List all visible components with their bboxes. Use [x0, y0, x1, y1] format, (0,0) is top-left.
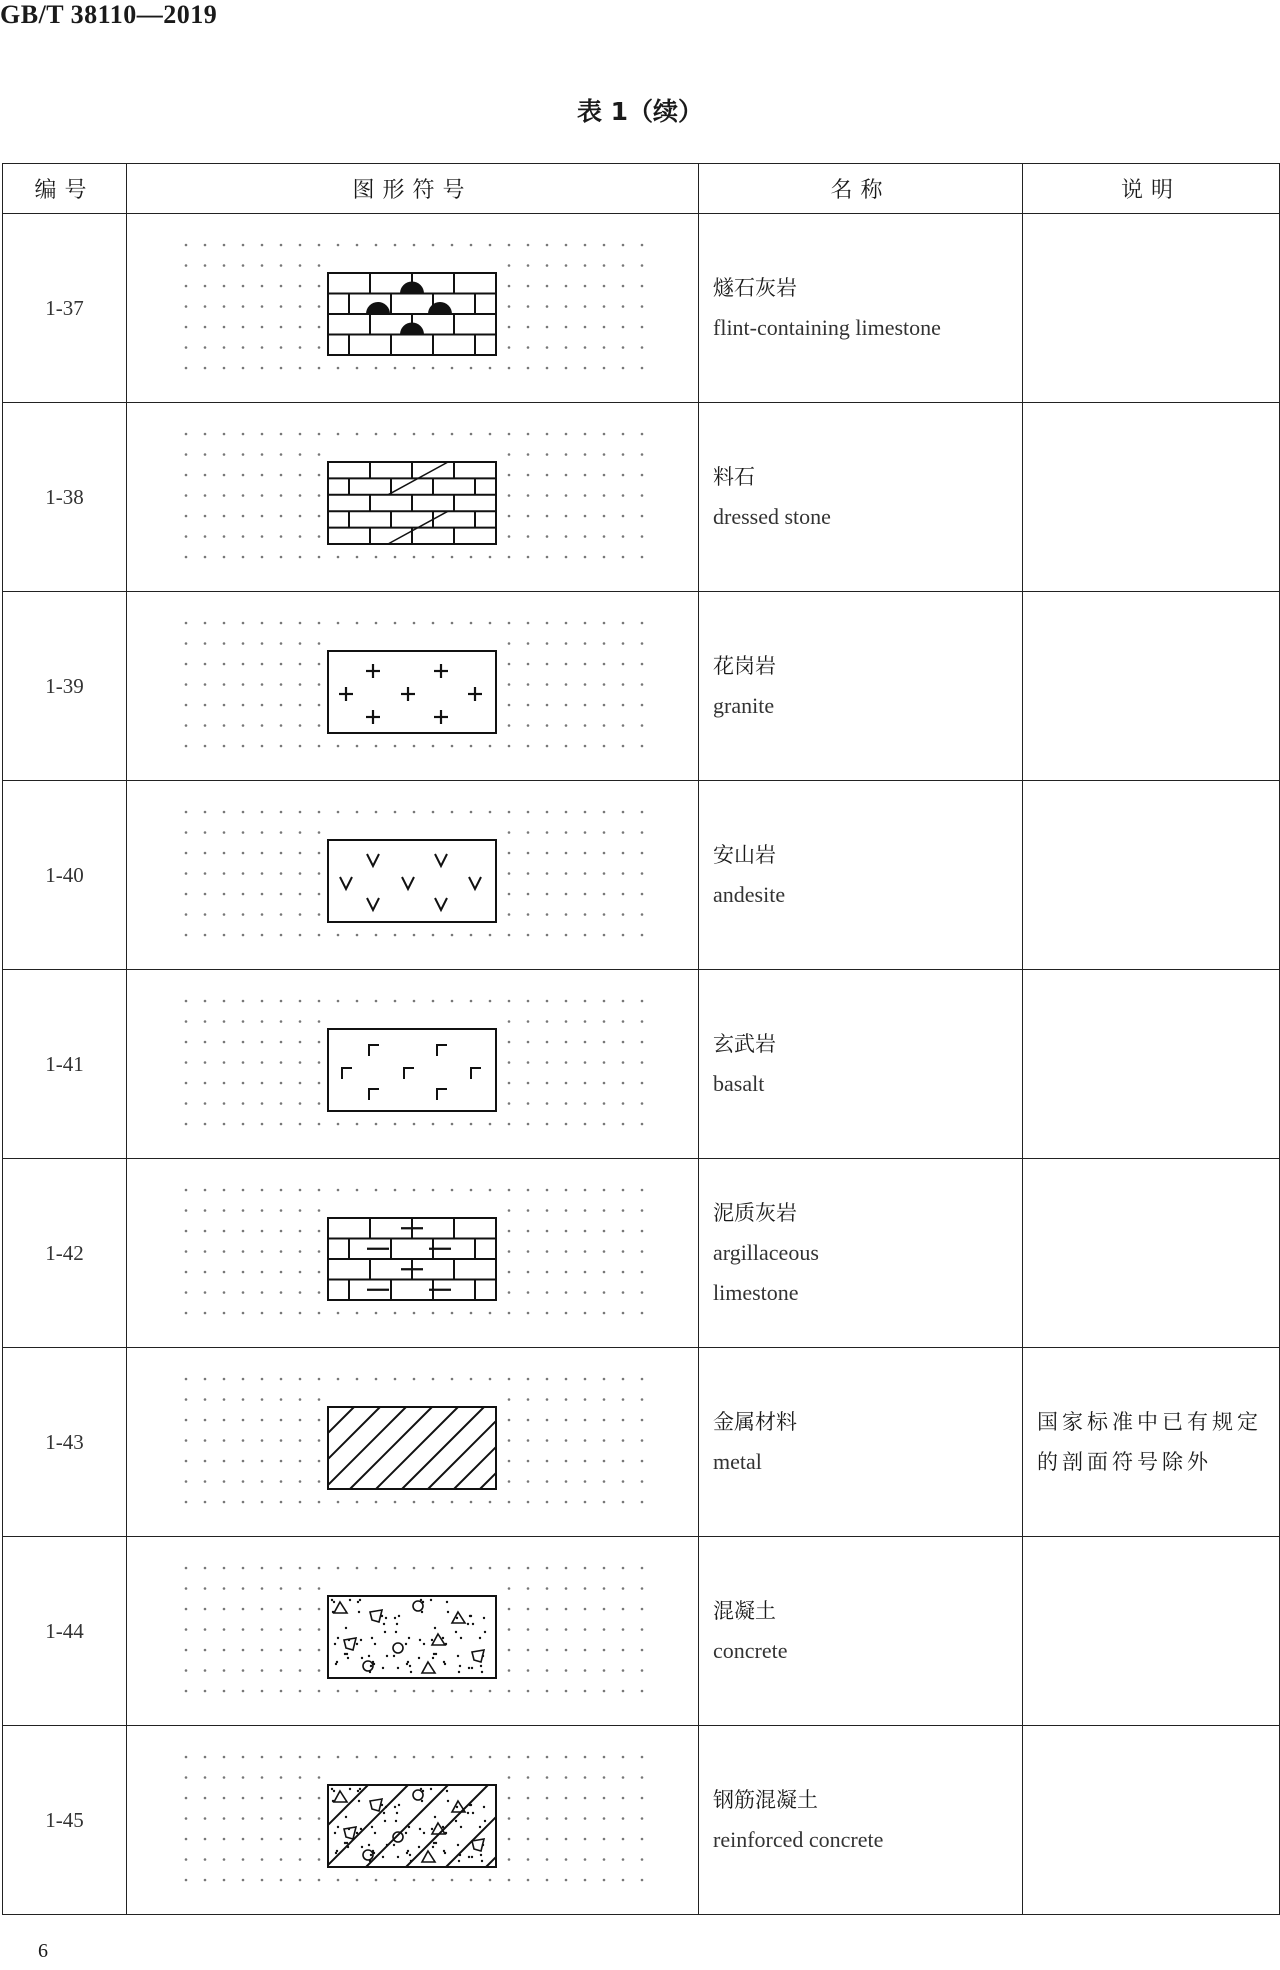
name-en: dressed stone: [713, 504, 831, 529]
name-en: argillaceous: [713, 1240, 819, 1265]
row-name: [699, 592, 1023, 781]
name-en: concrete: [713, 1638, 788, 1663]
row-note: 国家标准中已有规定的剖面符号除外: [1023, 1348, 1280, 1537]
name-en: granite: [713, 693, 775, 718]
dressed-stone-pattern: [178, 422, 648, 572]
granite-pattern: [178, 611, 648, 761]
column-header-name: 名称: [699, 164, 1023, 214]
row-symbol-cell: [127, 592, 699, 781]
table-row: [3, 214, 1280, 403]
name-en: reinforced concrete: [713, 1827, 884, 1852]
column-header-code: 编号: [3, 164, 127, 214]
name-zh: 泥质灰岩: [713, 1201, 797, 1225]
name-zh: 花岗岩: [713, 654, 776, 678]
page-number: 6: [38, 1940, 48, 1962]
table-row: [3, 592, 1280, 781]
argillaceous-limestone-pattern: [178, 1178, 648, 1328]
table-row: [3, 1348, 1280, 1537]
row-symbol-cell: [127, 1726, 699, 1915]
row-symbol-cell: [127, 403, 699, 592]
column-header-symbol: 图形符号: [127, 164, 699, 214]
name-en: metal: [713, 1449, 762, 1474]
table-row: [3, 1726, 1280, 1915]
row-note: [1023, 214, 1280, 403]
basalt-pattern: [178, 989, 648, 1139]
row-note: [1023, 781, 1280, 970]
row-code: 1-41: [3, 970, 127, 1159]
row-code: 1-44: [3, 1537, 127, 1726]
row-symbol-cell: [127, 1537, 699, 1726]
name-zh: 料石: [713, 465, 755, 489]
row-code: 1-40: [3, 781, 127, 970]
row-name: [699, 214, 1023, 403]
column-header-note: 说明: [1023, 164, 1280, 214]
row-name: [699, 403, 1023, 592]
row-code: 1-39: [3, 592, 127, 781]
name-zh: 燧石灰岩: [713, 276, 797, 300]
name-zh: 钢筋混凝土: [713, 1788, 818, 1812]
symbol-frame: [328, 651, 496, 733]
row-note: [1023, 1159, 1280, 1348]
flint-limestone-pattern: [178, 233, 648, 383]
table-row: [3, 1159, 1280, 1348]
row-name: [699, 1348, 1023, 1537]
row-name: [699, 1537, 1023, 1726]
table-row: [3, 403, 1280, 592]
row-code: 1-43: [3, 1348, 127, 1537]
name-zh: 安山岩: [713, 843, 776, 867]
symbol-frame: [328, 1785, 496, 1867]
standard-number: GB/T 38110—2019: [0, 0, 218, 29]
row-symbol-cell: [127, 1159, 699, 1348]
name-zh: 混凝土: [713, 1599, 776, 1623]
row-name: [699, 781, 1023, 970]
row-note: [1023, 1537, 1280, 1726]
row-note: [1023, 592, 1280, 781]
name-en: flint-containing limestone: [713, 315, 941, 340]
row-code: 1-42: [3, 1159, 127, 1348]
row-symbol-cell: [127, 214, 699, 403]
row-name: [699, 1159, 1023, 1348]
row-note: [1023, 1726, 1280, 1915]
andesite-pattern: [178, 800, 648, 950]
row-symbol-cell: [127, 1348, 699, 1537]
row-note: [1023, 403, 1280, 592]
symbol-frame: [328, 1596, 496, 1678]
row-name: [699, 970, 1023, 1159]
name-zh: 金属材料: [713, 1410, 797, 1434]
name-en: basalt: [713, 1071, 765, 1096]
row-symbol-cell: [127, 970, 699, 1159]
metal-hatch-pattern: [178, 1367, 648, 1517]
name-en-line2: limestone: [713, 1280, 799, 1305]
symbol-table: [2, 163, 1280, 1915]
concrete-pattern: [178, 1556, 648, 1706]
name-en: andesite: [713, 882, 786, 907]
table-row: [3, 1537, 1280, 1726]
row-code: 1-38: [3, 403, 127, 592]
row-name: [699, 1726, 1023, 1915]
table-caption: 表 1（续）: [576, 97, 704, 126]
table-row: [3, 970, 1280, 1159]
row-symbol-cell: [127, 781, 699, 970]
table-header-row: [3, 164, 1280, 214]
row-note: [1023, 970, 1280, 1159]
reinforced-concrete-pattern: [178, 1745, 648, 1895]
row-code: 1-37: [3, 214, 127, 403]
table-row: [3, 781, 1280, 970]
name-zh: 玄武岩: [713, 1032, 776, 1056]
row-code: 1-45: [3, 1726, 127, 1915]
